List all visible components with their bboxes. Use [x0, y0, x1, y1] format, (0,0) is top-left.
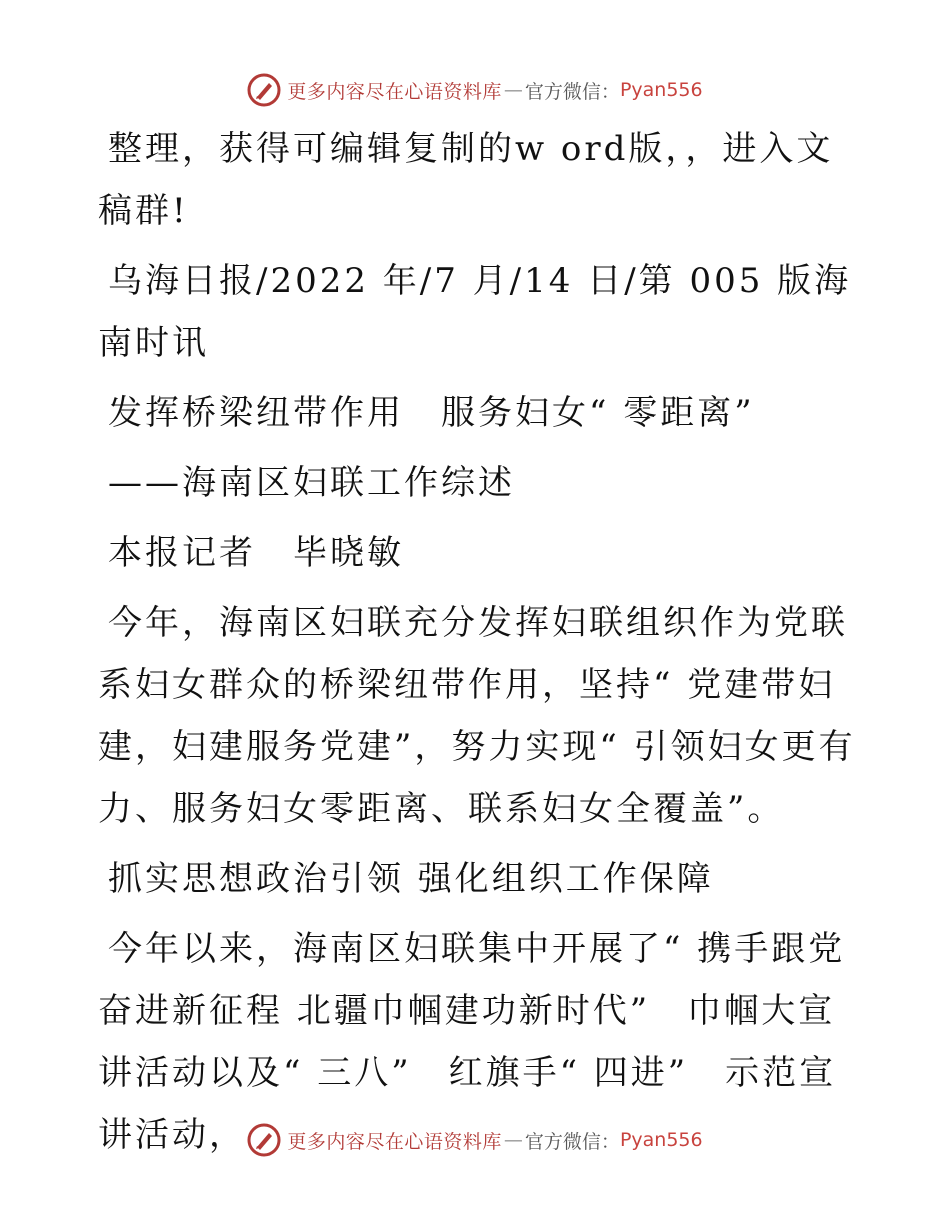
paragraph-intro: 整理，获得可编辑复制的w ord版，，进入文稿群!	[98, 129, 834, 231]
article-title: 发挥桥梁纽带作用 服务妇女“ 零距离”	[108, 393, 755, 433]
watermark-text: 更多内容尽在心语资料库	[287, 1130, 502, 1153]
article-subtitle: ——海南区妇联工作综述	[108, 463, 515, 503]
paragraph-body: 今年以来，海南区妇联集中开展了“ 携手跟党奋进新征程 北疆巾帼建功新时代” 巾帼大宣讲活动以及“ 三八” 红旗手“ 四进” 示范宣讲活动，	[98, 929, 846, 1155]
logo-icon	[247, 73, 281, 107]
watermark-separator: —	[503, 79, 523, 101]
watermark-label: 官方微信：	[524, 1130, 620, 1153]
section-heading: 抓实思想政治引领 强化组织工作保障	[108, 859, 714, 899]
watermark-text: 更多内容尽在心语资料库	[287, 80, 502, 103]
document-body	[98, 118, 858, 1166]
paragraph-body: 今年，海南区妇联充分发挥妇联组织作为党联系妇女群众的桥梁纽带作用，坚持“ 党建带妇建，妇建服务党建”，努力实现“ 引领妇女更有力、服务妇女零距离、联系妇女全覆盖”。	[98, 603, 856, 829]
watermark-separator: —	[503, 1129, 523, 1151]
header-watermark	[0, 68, 950, 112]
footer-watermark	[0, 1118, 950, 1162]
watermark-wechat-id: Pyan556	[619, 79, 703, 101]
watermark-label: 官方微信：	[524, 80, 620, 103]
paragraph-source: 乌海日报/2022 年/7 月/14 日/第 005 版海南时讯	[98, 261, 852, 363]
watermark-wechat-id: Pyan556	[619, 1129, 703, 1151]
logo-icon	[247, 1123, 281, 1157]
article-byline: 本报记者 毕晓敏	[108, 533, 404, 573]
